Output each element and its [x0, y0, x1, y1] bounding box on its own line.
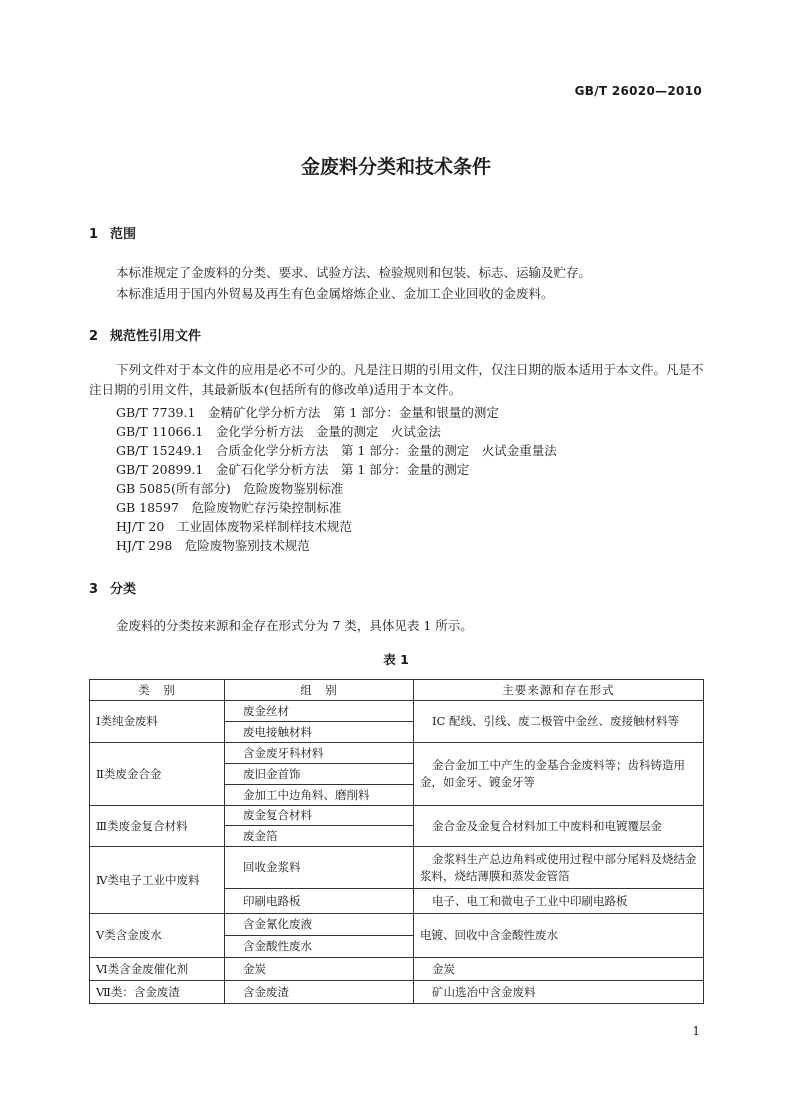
standard-code: GB/T 26020—2010 — [574, 84, 702, 98]
table-row — [90, 847, 704, 889]
section-number: 1 — [89, 227, 99, 242]
table-row — [90, 701, 704, 722]
group-cell: 废金箔 — [225, 826, 414, 847]
section-heading-classification — [89, 578, 136, 597]
category-cell: Ⅲ类废金复合材料 — [90, 806, 225, 847]
reference-item: GB/T 20899.1 金矿石化学分析方法 第 1 部分：金量的测定 — [116, 462, 470, 477]
document-title: 金废料分类和技术条件 — [300, 156, 491, 178]
paragraph: 金废料的分类按来源和金存在形式分为 7 类，具体见表 1 所示。 — [116, 618, 473, 633]
group-cell: 印刷电路板 — [225, 889, 414, 914]
page-number: 1 — [692, 1024, 700, 1038]
source-cell: IC 配线、引线、废二极管中金丝、废接触材料等 — [414, 701, 704, 743]
reference-item: GB/T 11066.1 金化学分析方法 金量的测定 火试金法 — [116, 424, 441, 439]
category-cell: Ⅱ类废金合金 — [90, 743, 225, 806]
paragraph: 本标准适用于国内外贸易及再生有色金属熔炼企业、金加工企业回收的金废料。 — [116, 286, 554, 301]
source-cell: 电子、电工和微电子工业中印刷电路板 — [414, 889, 704, 914]
reference-item: GB/T 7739.1 金精矿化学分析方法 第 1 部分：金量和银量的测定 — [116, 405, 499, 420]
section-title: 范围 — [110, 227, 137, 242]
section-heading-references — [89, 325, 201, 344]
group-cell: 废金丝材 — [225, 701, 414, 722]
group-cell: 废电接触材料 — [225, 722, 414, 743]
section-heading-scope — [89, 223, 136, 242]
paragraph: 本标准规定了金废料的分类、要求、试验方法、检验规则和包装、标志、运输及贮存。 — [116, 265, 592, 280]
source-cell: 金合金加工中产生的金基合金废料等；齿科铸造用金，如金牙、镀金牙等 — [414, 743, 704, 806]
reference-item: GB 18597 危险废物贮存污染控制标准 — [116, 500, 342, 515]
table-caption: 表 1 — [383, 652, 409, 667]
section-number: 2 — [89, 329, 99, 344]
column-header-category: 类 别 — [90, 680, 225, 701]
column-header-source: 主要来源和存在形式 — [414, 680, 704, 701]
source-cell: 金合金及金复合材料加工中废料和电镀覆层金 — [414, 806, 704, 847]
category-cell: Ⅴ类含金废水 — [90, 914, 225, 958]
group-cell: 含金氰化废液 — [225, 914, 414, 936]
table-row — [90, 743, 704, 764]
classification-table — [89, 679, 704, 1004]
reference-item: HJ/T 298 危险废物鉴别技术规范 — [116, 538, 310, 553]
table-row — [90, 958, 704, 981]
table-row — [90, 806, 704, 826]
column-header-group: 组 别 — [225, 680, 414, 701]
table-row — [90, 981, 704, 1004]
paragraph-intro: 下列文件对于本文件的应用是必不可少的。凡是注日期的引用文件，仅注日期的版本适用于本文件。凡是不注日期的引用文件，其最新版本(包括所有的修改单)适用于本文件。 — [89, 362, 704, 397]
section-title: 分类 — [110, 582, 137, 597]
reference-item: GB 5085(所有部分) 危险废物鉴别标准 — [116, 481, 344, 496]
source-cell: 金炭 — [414, 958, 704, 981]
group-cell: 含金废渣 — [225, 981, 414, 1004]
group-cell: 废旧金首饰 — [225, 764, 414, 785]
group-cell: 金加工中边角料、磨削料 — [225, 785, 414, 806]
group-cell: 含金酸性废水 — [225, 936, 414, 958]
group-cell: 废金复合材料 — [225, 806, 414, 826]
source-cell: 金浆料生产总边角料或使用过程中部分尾料及烧结金浆料，烧结薄膜和蒸发金管箔 — [414, 847, 704, 889]
group-cell: 回收金浆料 — [225, 847, 414, 889]
reference-item: GB/T 15249.1 合质金化学分析方法 第 1 部分：金量的测定 火试金重量法 — [116, 443, 557, 458]
source-cell: 电镀、回收中含金酸性废水 — [414, 914, 704, 958]
source-cell: 矿山选冶中含金废料 — [414, 981, 704, 1004]
category-cell: Ⅰ类纯金废料 — [90, 701, 225, 743]
category-cell: Ⅳ类电子工业中废料 — [90, 847, 225, 914]
section-number: 3 — [89, 582, 99, 597]
group-cell: 金炭 — [225, 958, 414, 981]
table-header-row — [90, 680, 704, 701]
category-cell: Ⅵ类含金废催化剂 — [90, 958, 225, 981]
table-row — [90, 914, 704, 936]
group-cell: 含金废牙科材料 — [225, 743, 414, 764]
section-title: 规范性引用文件 — [110, 329, 202, 344]
reference-item: HJ/T 20 工业固体废物采样制样技术规范 — [116, 519, 352, 534]
category-cell: Ⅶ类：含金废渣 — [90, 981, 225, 1004]
